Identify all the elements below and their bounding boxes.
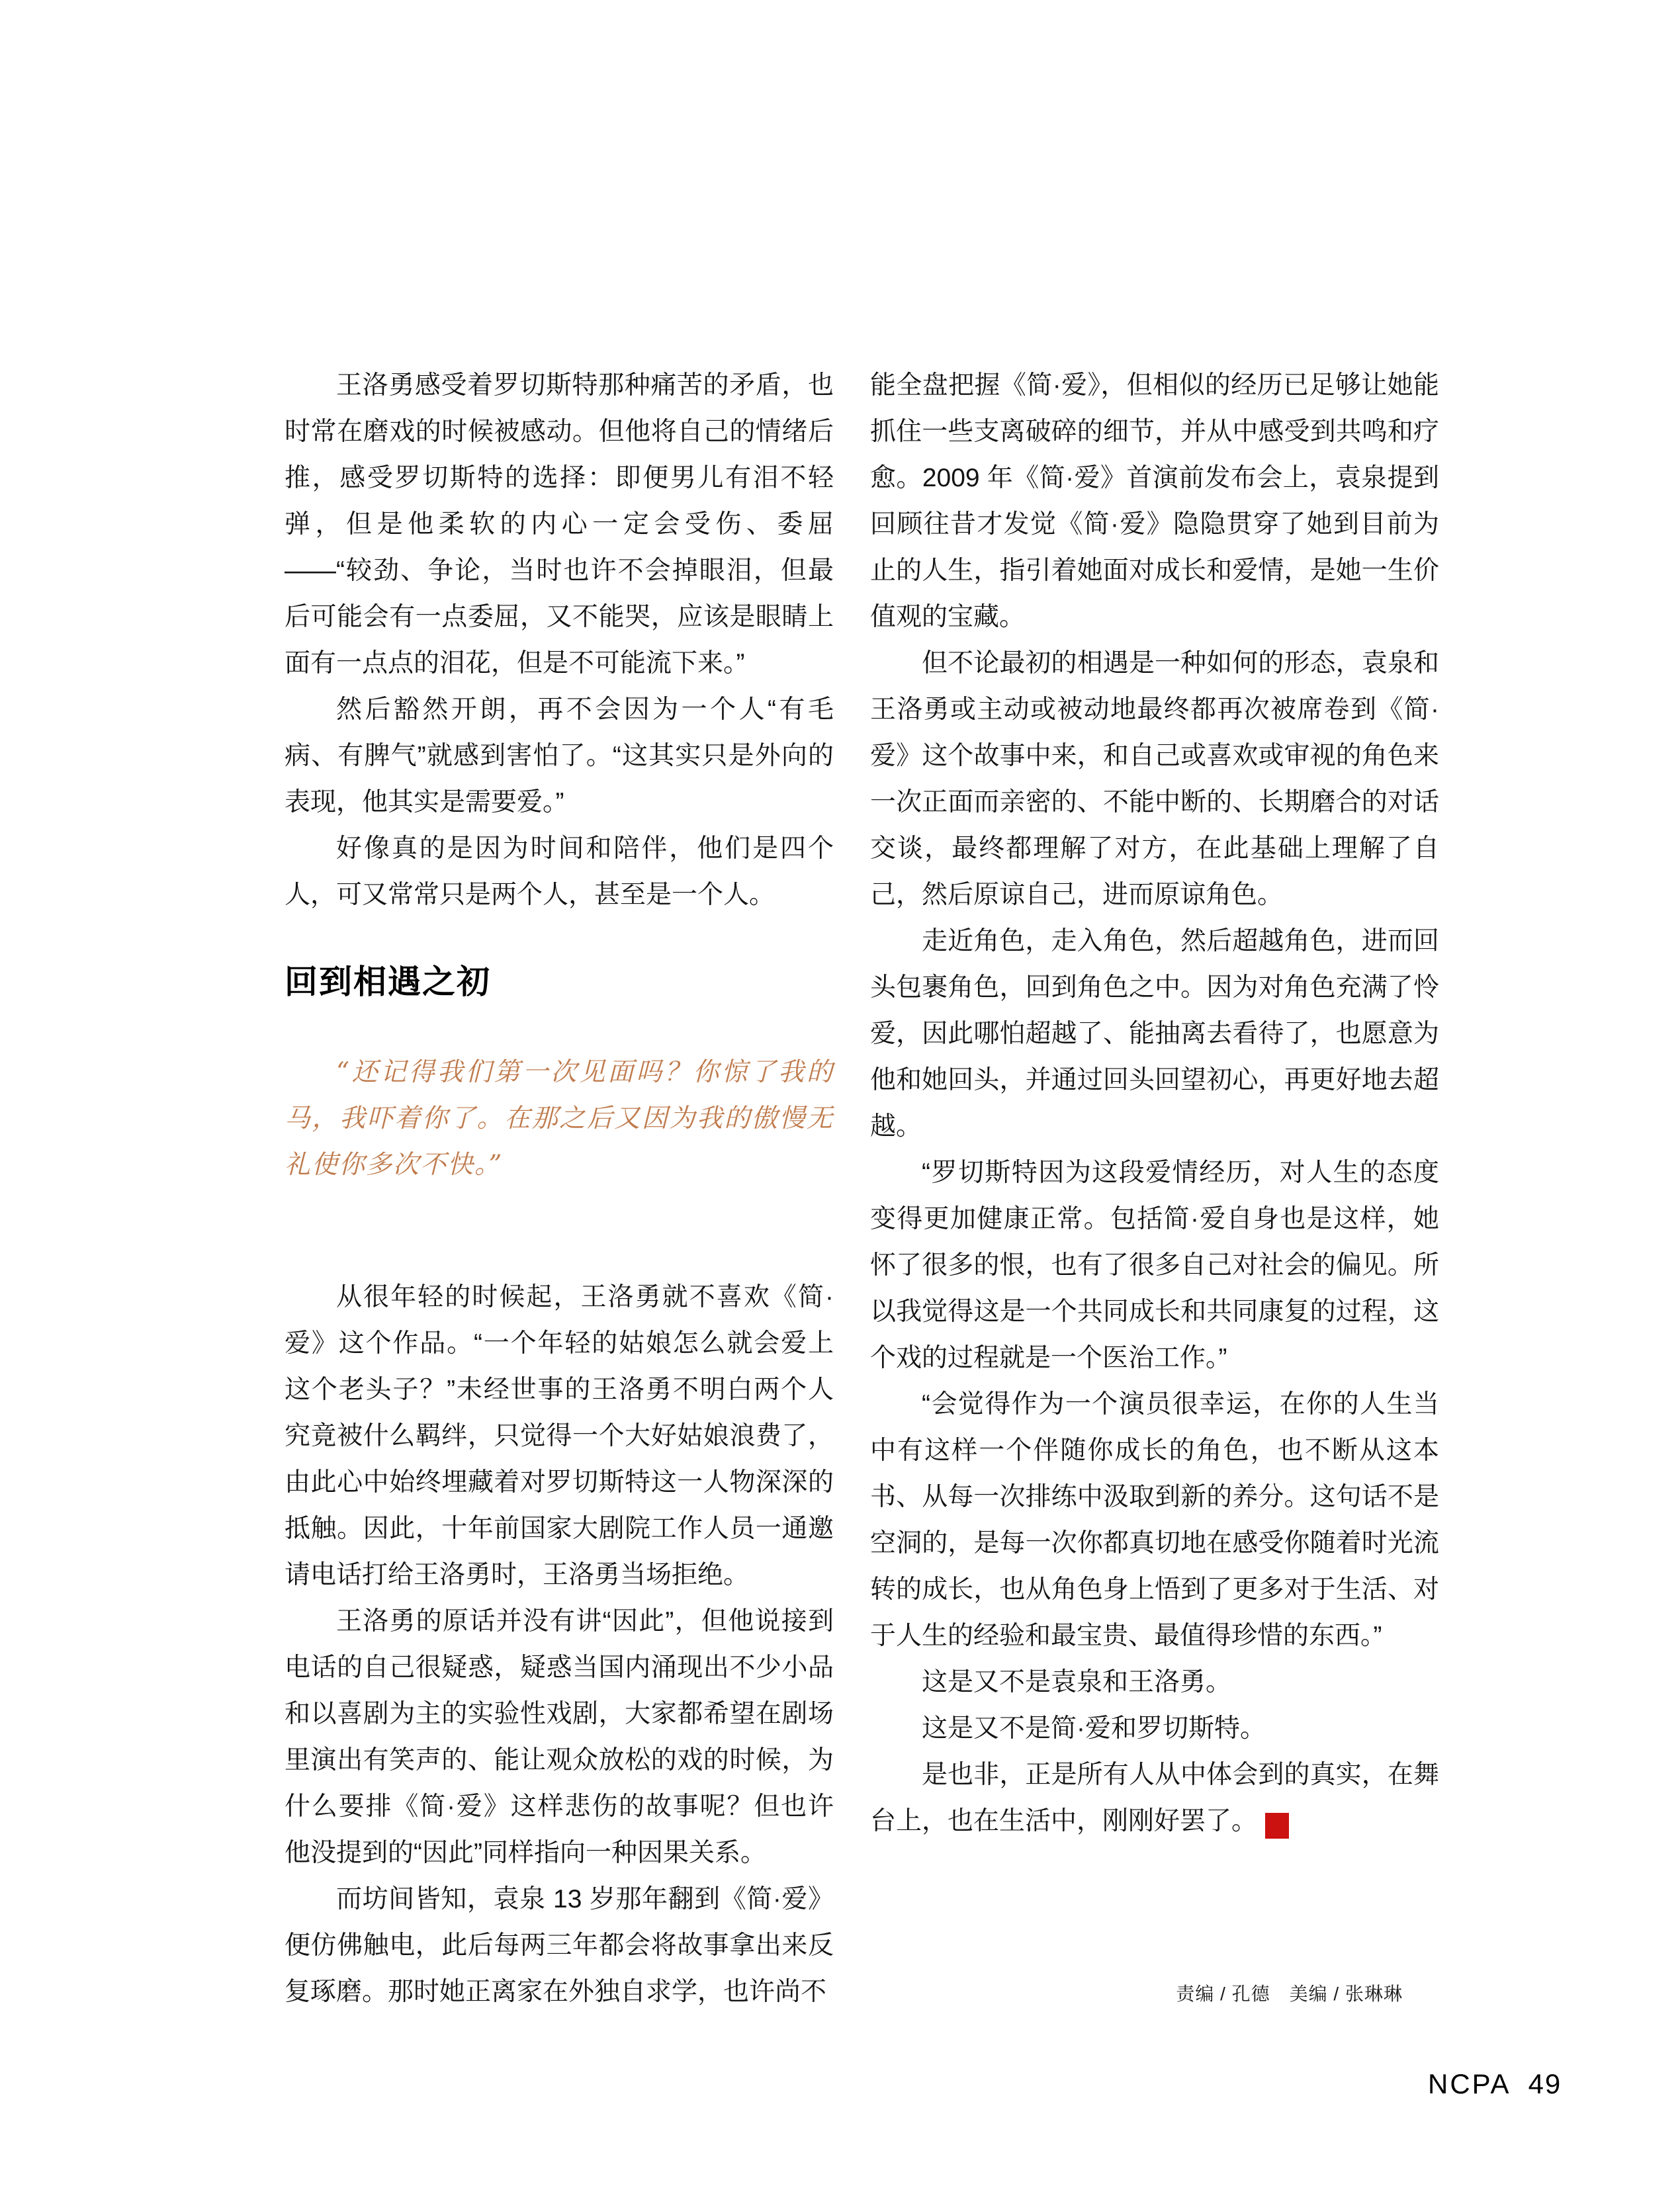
section-heading: 回到相遇之初 — [285, 963, 491, 1000]
ncpa-seal-icon — [1265, 1813, 1333, 1839]
paragraph: 能全盘把握《简·爱》，但相似的经历已足够让她能抓住一些支离破碎的细节，并从中感受到共鸣和疗愈。2009 年《简·爱》首演前发布会上，袁泉提到回顾往昔才发觉《简·爱》隐隐贯穿了她到目前为止的人生，指引着她面对成长和爱情，是她一生价值观的宝藏。 — [870, 371, 1439, 631]
footer-magazine-label: NCPA — [1428, 2068, 1511, 2099]
paragraph: 走近角色，走入角色，然后超越角色，进而回头包裹角色，回到角色之中。因为对角色充满了怜爱，因此哪怕超越了、能抽离去看待了，也愿意为他和她回头，并通过回头回望初心，再更好地去超越。 — [870, 927, 1439, 1141]
paragraph: 这是又不是简·爱和罗切斯特。 — [922, 1714, 1266, 1743]
closing-paragraph — [870, 1752, 1439, 1845]
seal-text-top: NC — [1317, 1815, 1333, 1826]
credits-line: 责编 / 孔德 美编 / 张琳琳 — [1176, 1984, 1403, 2004]
paragraph: 好像真的是因为时间和陪伴，他们是四个人，可又常常只是两个人，甚至是一个人。 — [285, 834, 834, 909]
paragraph: 王洛勇的原话并没有讲“因此”，但他说接到电话的自己很疑惑，疑惑当国内涌现出不少小品和以喜剧为主的实验性戏剧，大家都希望在剧场里演出有笑声的、能让观众放松的戏的时候，为什么要排《简·爱》这样悲伤的故事呢？但也许他没提到的“因此”同样指向一种因果关系。 — [285, 1607, 834, 1867]
paragraph: “罗切斯特因为这段爱情经历，对人生的态度变得更加健康正常。包括简·爱自身也是这样，她怀了很多的恨，也有了很多自己对社会的偏见。所以我觉得这是一个共同成长和共同康复的过程，这个戏的过程就是一个医治工作。” — [870, 1159, 1439, 1372]
paragraph: 而坊间皆知，袁泉 13 岁那年翻到《简·爱》便仿佛触电，此后每两三年都会将故事拿出来反复琢磨。那时她正离家在外独自求学，也许尚不 — [285, 1885, 834, 2006]
footer-page-number: 49 — [1528, 2068, 1562, 2099]
paragraph: 从很年轻的时候起，王洛勇就不喜欢《简·爱》这个作品。“一个年轻的姑娘怎么就会爱上这个老头子？”未经世事的王洛勇不明白两个人究竟被什么羁绊，只觉得一个大好姑娘浪费了，由此心中始终埋藏着对罗切斯特这一人物深深的抵触。因此，十年前国家大剧院工作人员一通邀请电话打给王洛勇时，王洛勇当场拒绝。 — [285, 1283, 834, 1589]
left-bottom-paragraphs — [285, 1274, 834, 2015]
right-column — [870, 363, 1439, 1845]
paragraph: 但不论最初的相遇是一种如何的形态，袁泉和王洛勇或主动或被动地最终都再次被席卷到《简·爱》这个故事中来，和自己或喜欢或审视的角色来一次正面而亲密的、不能中断的、长期磨合的对话交谈，最终都理解了对方，在此基础上理解了自己，然后原谅自己，进而原谅角色。 — [870, 649, 1439, 909]
pull-quote: “还记得我们第一次见面吗？你惊了我的马，我吓着你了。在那之后又因为我的傲慢无礼使你多次不快。” — [285, 1057, 834, 1180]
page-footer — [1428, 2068, 1562, 2100]
left-top-paragraphs — [285, 363, 834, 918]
right-paragraphs — [870, 363, 1439, 1752]
paragraph: “会觉得作为一个演员很幸运，在你的人生当中有这样一个伴随你成长的角色，也不断从这本书、从每一次排练中汲取到新的养分。这句话不是空洞的，是每一次你都真切地在感受你随着时光流转的成长，也从角色身上悟到了更多对于生活、对于人生的经验和最宝贵、最值得珍惜的东西。” — [870, 1390, 1439, 1650]
seal-text-bottom: PA — [1317, 1826, 1331, 1837]
paragraph: 这是又不是袁泉和王洛勇。 — [922, 1668, 1232, 1696]
closing-paragraph-text: 是也非，正是所有人从中体会到的真实，在舞台上，也在生活中，刚刚好罢了。 — [870, 1761, 1439, 1835]
left-column — [285, 363, 834, 2015]
paragraph: 然后豁然开朗，再不会因为一个人“有毛病、有脾气”就感到害怕了。“这其实只是外向的表现，他其实是需要爱。” — [285, 695, 834, 816]
paragraph: 王洛勇感受着罗切斯特那种痛苦的矛盾，也时常在磨戏的时候被感动。但他将自己的情绪后推，感受罗切斯特的选择：即便男儿有泪不轻弹，但是他柔软的内心一定会受伤、委屈——“较劲、争论，当时也许不会掉眼泪，但最后可能会有一点委屈，又不能哭，应该是眼睛上面有一点点的泪花，但是不可能流下来。” — [285, 371, 834, 678]
